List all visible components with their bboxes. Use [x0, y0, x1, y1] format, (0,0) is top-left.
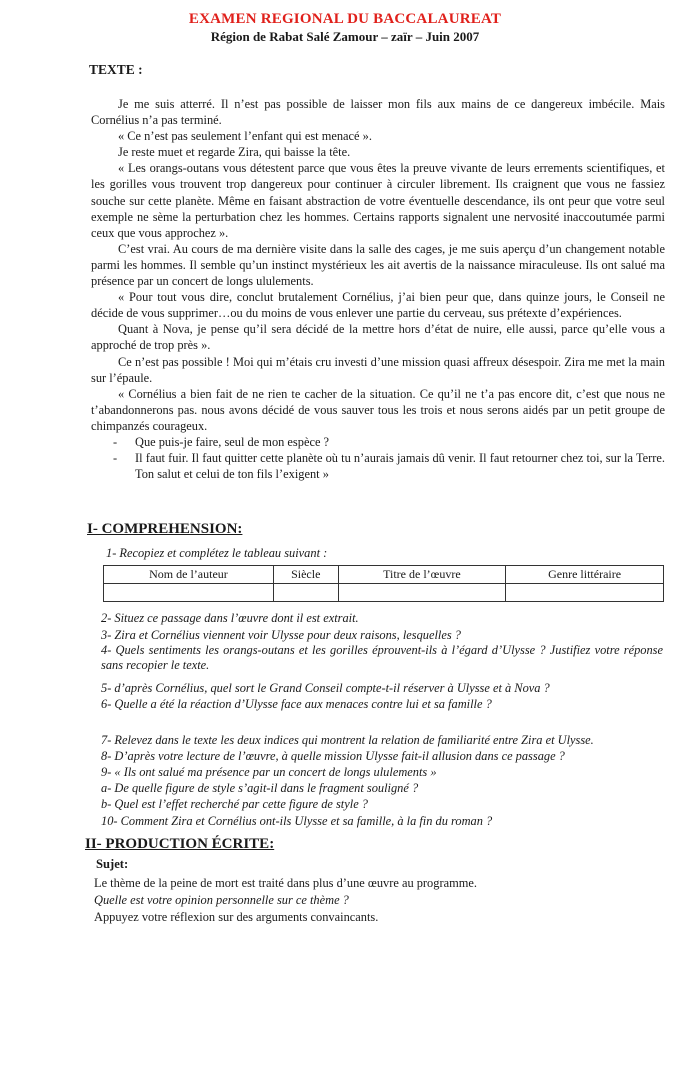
- table-empty-row: [104, 584, 664, 602]
- dialogue-dash: -: [113, 451, 118, 466]
- table-header-cell: Siècle: [273, 566, 338, 584]
- question-8: 8- D’après votre lecture de l’œuvre, à quelle mission Ulysse fait-il allusion dans ce passage ?: [101, 749, 565, 763]
- question-5: 5- d’après Cornélius, quel sort le Grand Conseil compte-t-il réserver à Ulysse et à Nova ?: [101, 681, 550, 695]
- sujet-label: Sujet:: [96, 857, 129, 871]
- question-2: 2- Situez ce passage dans l’œuvre dont il est extrait.: [101, 611, 359, 625]
- table-header-cell: Genre littéraire: [506, 566, 664, 584]
- table-header-row: [104, 566, 664, 584]
- comprehension-heading: I- COMPREHENSION:: [87, 521, 243, 537]
- table-cell: [104, 584, 274, 602]
- table-cell: [506, 584, 664, 602]
- dialogue-text: Il faut fuir. Il faut quitter cette planète où tu n’aurais jamais dû venir. Il faut retourner chez toi, sur la Terre. Ton salut et celui de ton fils l’exigent »: [135, 451, 665, 482]
- text-passage: [91, 96, 665, 482]
- passage-paragraph: « Ce n’est pas seulement l’enfant qui est menacé ».: [118, 129, 372, 144]
- dialogue-line: [91, 434, 665, 450]
- sujet-line-3: Appuyez votre réflexion sur des arguments convaincants.: [94, 910, 379, 924]
- passage-paragraph: « Cornélius a bien fait de ne rien te cacher de la situation. Ce qu’il ne t’a pas encore dit, c’est que nous ne t’abandonnerons pas. nous avons décidé de vous sauver tous les trois et nous serons aidés par un petit groupe de chimpanzés courageux.: [91, 386, 665, 433]
- table-cell: [338, 584, 506, 602]
- dialogue-dash: -: [113, 434, 118, 449]
- passage-paragraph: « Les orangs-outans vous détestent parce que vous êtes la preuve vivante de leurs errements scientifiques, et les gorilles vous trouvent trop dangereux pour continuer à circuler librement. Ils craignent que vous ne fassiez souche sur cette planète. Même en faisant abstraction de votre éventuelle descendance, ils ont peur que votre seul exemple ne sème la perturbation chez les hommes. Certains rapports signalent une nervosité inaccoutumée parmi ceux que vous approchez ».: [91, 161, 665, 240]
- texte-label: TEXTE :: [89, 62, 143, 77]
- dialogue-text: Que puis-je faire, seul de mon espèce ?: [135, 434, 330, 449]
- exam-title: EXAMEN REGIONAL DU BACCALAUREAT: [188, 11, 502, 27]
- table-header-cell: Nom de l’auteur: [104, 566, 274, 584]
- question-1: 1- Recopiez et complétez le tableau suivant :: [106, 546, 328, 560]
- info-table: [103, 565, 664, 602]
- question-7: 7- Relevez dans le texte les deux indices qui montrent la relation de familiarité entre Zira et Ulysse.: [101, 733, 594, 747]
- passage-paragraph: Je me suis atterré. Il n’est pas possible de laisser mon fils aux mains de ce dangereux imbécile. Mais Cornélius n’a pas terminé.: [91, 97, 665, 128]
- exam-subtitle: Région de Rabat Salé Zamour – zaïr – Juin 2007: [210, 29, 480, 44]
- sujet-line-1: Le thème de la peine de mort est traité dans plus d’une œuvre au programme.: [94, 876, 477, 890]
- question-3: 3- Zira et Cornélius viennent voir Ulysse pour deux raisons, lesquelles ?: [101, 628, 461, 642]
- question-4: 4- Quels sentiments les orangs-outans et les gorilles éprouvent-ils à l’égard d’Ulysse ? Justifiez votre réponse sans recopier le texte.: [101, 643, 663, 672]
- passage-paragraph: « Pour tout vous dire, conclut brutalement Cornélius, j’ai bien peur que, dans quinze jours, le Conseil ne décide de vous supprimer…ou du moins de vous enlever une partie du cerveau, sus prétexte d’expériences.: [91, 290, 665, 321]
- production-heading: II- PRODUCTION ÉCRITE:: [85, 836, 275, 852]
- question-9a: a- De quelle figure de style s’agit-il dans le fragment souligné ?: [101, 781, 419, 795]
- passage-paragraph: Je reste muet et regarde Zira, qui baisse la tête.: [118, 145, 351, 160]
- question-9b: b- Quel est l’effet recherché par cette figure de style ?: [101, 797, 368, 811]
- question-10: 10- Comment Zira et Cornélius ont-ils Ulysse et sa famille, à la fin du roman ?: [101, 814, 493, 828]
- question-6: 6- Quelle a été la réaction d’Ulysse face aux menaces contre lui et sa famille ?: [101, 697, 492, 711]
- passage-paragraph: Quant à Nova, je pense qu’il sera décidé de la mettre hors d’état de nuire, elle aussi, parce qu’elle vous a approché de trop près ».: [91, 322, 665, 353]
- passage-paragraph: Ce n’est pas possible ! Moi qui m’étais cru investi d’une mission quasi affreux désespoir. Zira me met la main sur l’épaule.: [91, 354, 665, 385]
- passage-paragraph: C’est vrai. Au cours de ma dernière visite dans la salle des cages, je me suis aperçu d’un changement notable parmi les hommes. Il semble qu’un instinct mystérieux les ait avertis de la naissance miraculeuse. Ils ont salué ma présence par un concert de longs ululements.: [91, 241, 665, 289]
- dialogue-line: [91, 450, 665, 482]
- table-cell: [273, 584, 338, 602]
- table-header-cell: Titre de l’œuvre: [338, 566, 506, 584]
- question-9: 9- « Ils ont salué ma présence par un concert de longs ululements »: [101, 765, 437, 779]
- sujet-line-2: Quelle est votre opinion personnelle sur ce thème ?: [94, 893, 349, 907]
